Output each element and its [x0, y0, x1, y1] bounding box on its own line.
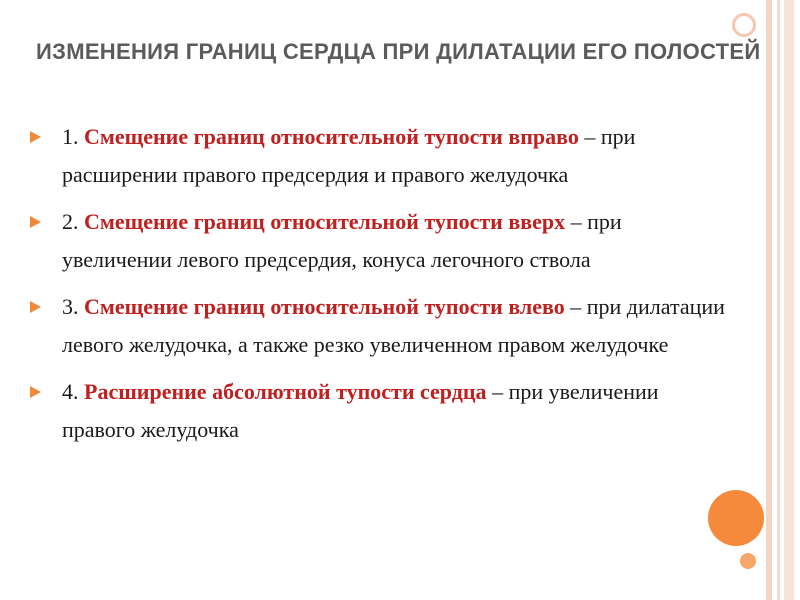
decorative-stripe: [784, 0, 794, 600]
decorative-stripe: [766, 0, 772, 600]
slide-title: ИЗМЕНЕНИЯ ГРАНИЦ СЕРДЦА ПРИ ДИЛАТАЦИИ ЕГО ПОЛОСТЕЙ: [36, 39, 761, 64]
decorative-stripe: [777, 0, 780, 600]
item-number: 2.: [62, 209, 79, 234]
list-item: [30, 118, 730, 194]
item-number: 1.: [62, 124, 79, 149]
arrow-bullet-icon: [30, 386, 41, 398]
item-number: 4.: [62, 379, 79, 404]
bullet-list: [30, 118, 730, 458]
arrow-bullet-icon: [30, 301, 41, 313]
item-highlight: Смещение границ относительной тупости влево: [84, 294, 565, 319]
item-highlight: Смещение границ относительной тупости вправо: [84, 124, 579, 149]
decorative-ring: [732, 13, 756, 37]
list-item: [30, 203, 730, 279]
item-number: 3.: [62, 294, 79, 319]
item-text: – при увеличении левого предсердия, конуса легочного ствола: [62, 209, 622, 272]
arrow-bullet-icon: [30, 216, 41, 228]
item-highlight: Смещение границ относительной тупости вверх: [84, 209, 566, 234]
item-highlight: Расширение абсолютной тупости сердца: [84, 379, 487, 404]
list-item: [30, 373, 730, 449]
list-item: [30, 288, 730, 364]
decorative-circle: [708, 490, 764, 546]
item-text: – при дилатации левого желудочка, а также резко увеличенном правом желудочке: [62, 294, 725, 357]
arrow-bullet-icon: [30, 131, 41, 143]
item-text: – при расширении правого предсердия и правого желудочка: [62, 124, 636, 187]
item-text: – при увеличении правого желудочка: [62, 379, 659, 442]
decorative-circle-small: [740, 553, 756, 569]
